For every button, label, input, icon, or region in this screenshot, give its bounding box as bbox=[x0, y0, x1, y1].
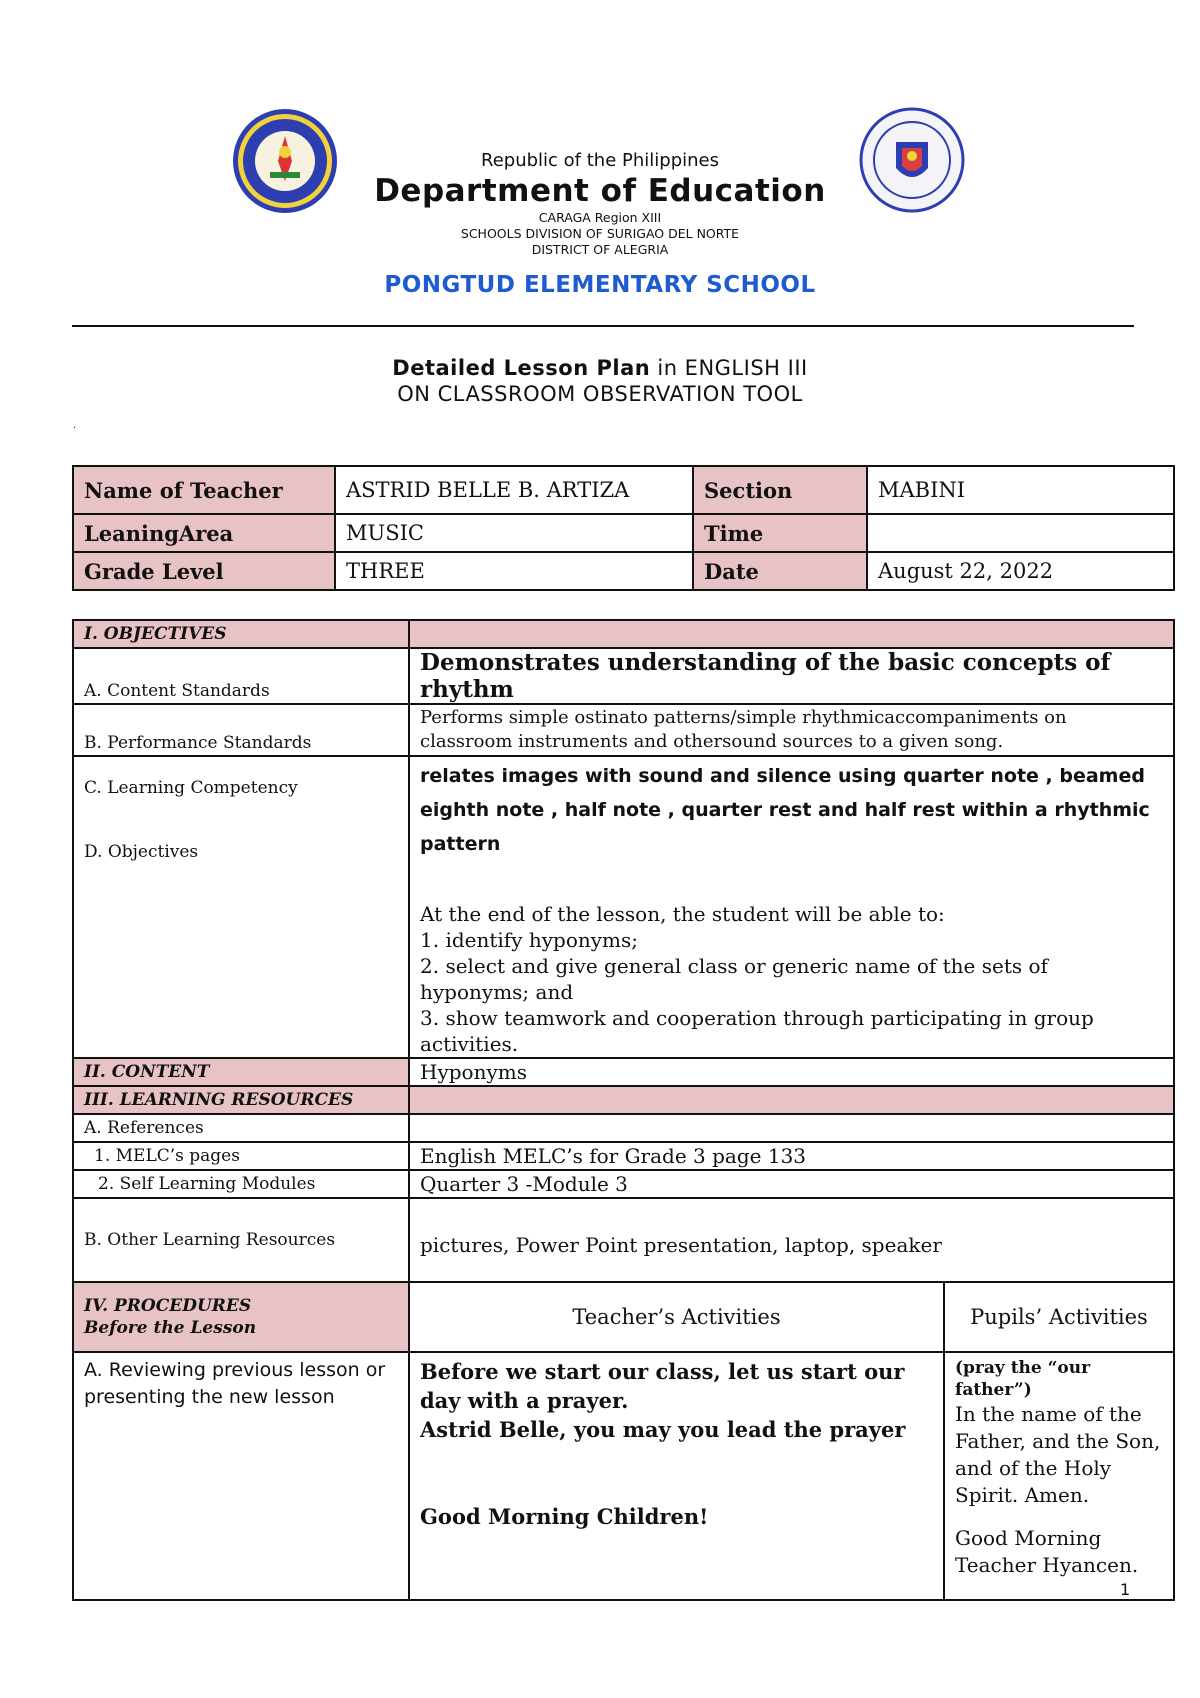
region-line: CARAGA Region XIII bbox=[538, 210, 662, 225]
slm-label: 2. Self Learning Modules bbox=[73, 1170, 409, 1198]
header-divider bbox=[72, 325, 1134, 327]
date-value: August 22, 2022 bbox=[867, 552, 1174, 590]
title-bold: Detailed Lesson Plan bbox=[392, 356, 651, 380]
district-line: DISTRICT OF ALEGRIA bbox=[531, 242, 669, 257]
competency-objectives-labels bbox=[73, 756, 409, 1058]
teacher-activity-cell bbox=[409, 1352, 944, 1600]
document-title bbox=[0, 355, 1200, 407]
other-resources-label: B. Other Learning Resources bbox=[73, 1198, 409, 1282]
content-value: Hyponyms bbox=[409, 1058, 1174, 1086]
teacher-line-2: Astrid Belle, you may you lead the prayer bbox=[420, 1417, 906, 1442]
references-value bbox=[409, 1114, 1174, 1142]
time-value bbox=[867, 514, 1174, 552]
objectives-header-fill bbox=[409, 620, 1174, 648]
objectives-label: D. Objectives bbox=[84, 842, 199, 862]
department-name: Department of Education bbox=[374, 173, 826, 209]
objective-1: 1. identify hyponyms; bbox=[420, 928, 639, 952]
resources-header-fill bbox=[409, 1086, 1174, 1114]
slm-value: Quarter 3 -Module 3 bbox=[409, 1170, 1174, 1198]
lesson-plan-table bbox=[72, 619, 1175, 1601]
objective-2: 2. select and give general class or generic name of the sets of hyponyms; and bbox=[420, 954, 1048, 1004]
resources-header: III. LEARNING RESOURCES bbox=[73, 1086, 409, 1114]
teacher-info-table bbox=[72, 465, 1175, 591]
pupil-activity-cell bbox=[944, 1352, 1174, 1600]
school-name: PONGTUD ELEMENTARY SCHOOL bbox=[384, 272, 816, 298]
procedures-header bbox=[73, 1282, 409, 1352]
pupil-heading: (pray the “our father”) bbox=[955, 1358, 1091, 1400]
pupil-activities-header: Pupils’ Activities bbox=[944, 1282, 1174, 1352]
objective-3: 3. show teamwork and cooperation through participating in group activities. bbox=[420, 1006, 1094, 1056]
teacher-label: Name of Teacher bbox=[73, 466, 335, 514]
grade-value: THREE bbox=[335, 552, 693, 590]
content-standards-label: A. Content Standards bbox=[73, 648, 409, 704]
division-line: SCHOOLS DIVISION OF SURIGAO DEL NORTE bbox=[460, 226, 740, 241]
teacher-value: ASTRID BELLE B. ARTIZA bbox=[335, 466, 693, 514]
teacher-line-1: Before we start our class, let us start our day with a prayer. bbox=[420, 1359, 905, 1413]
competency-label: C. Learning Competency bbox=[84, 778, 298, 798]
date-label: Date bbox=[693, 552, 867, 590]
time-label: Time bbox=[693, 514, 867, 552]
melc-value: English MELC’s for Grade 3 page 133 bbox=[409, 1142, 1174, 1170]
area-value: MUSIC bbox=[335, 514, 693, 552]
other-resources-value: pictures, Power Point presentation, laptop, speaker bbox=[409, 1198, 1174, 1282]
title-rest: in ENGLISH III bbox=[650, 356, 808, 380]
grade-label: Grade Level bbox=[73, 552, 335, 590]
section-value: MABINI bbox=[867, 466, 1174, 514]
pupil-line-1: In the name of the Father, and the Son, and of the Holy Spirit. Amen. bbox=[955, 1402, 1161, 1507]
objectives-header: I. OBJECTIVES bbox=[73, 620, 409, 648]
before-lesson: Before the Lesson bbox=[84, 1318, 257, 1338]
competency-objectives-values bbox=[409, 756, 1174, 1058]
republic-line: Republic of the Philippines bbox=[481, 150, 719, 171]
performance-standards-value: Performs simple ostinato patterns/simple rhythmicaccompaniments on classroom instruments and othersound sources to a given song. bbox=[409, 704, 1174, 756]
performance-standards-label: B. Performance Standards bbox=[73, 704, 409, 756]
review-label: A. Reviewing previous lesson or presenting the new lesson bbox=[73, 1352, 409, 1600]
pupil-line-2: Good Morning Teacher Hyancen. bbox=[955, 1526, 1139, 1577]
section-label: Section bbox=[693, 466, 867, 514]
stray-mark: . bbox=[73, 420, 77, 431]
objectives-intro: At the end of the lesson, the student will be able to: bbox=[420, 902, 945, 926]
teacher-activities-header: Teacher’s Activities bbox=[409, 1282, 944, 1352]
melc-label: 1. MELC’s pages bbox=[73, 1142, 409, 1170]
area-label: LeaningArea bbox=[73, 514, 335, 552]
content-header: II. CONTENT bbox=[73, 1058, 409, 1086]
page-number: 1 bbox=[1120, 1580, 1131, 1599]
letterhead bbox=[0, 150, 1200, 298]
procedures-title: IV. PROCEDURES bbox=[84, 1296, 252, 1316]
references-label: A. References bbox=[73, 1114, 409, 1142]
teacher-line-3: Good Morning Children! bbox=[420, 1504, 709, 1529]
content-standards-value: Demonstrates understanding of the basic concepts of rhythm bbox=[409, 648, 1174, 704]
competency-value: relates images with sound and silence using quarter note , beamed eighth note , half note , quarter rest and half rest within a rhythmic pattern bbox=[420, 765, 1150, 855]
title-line2: ON CLASSROOM OBSERVATION TOOL bbox=[397, 382, 803, 406]
